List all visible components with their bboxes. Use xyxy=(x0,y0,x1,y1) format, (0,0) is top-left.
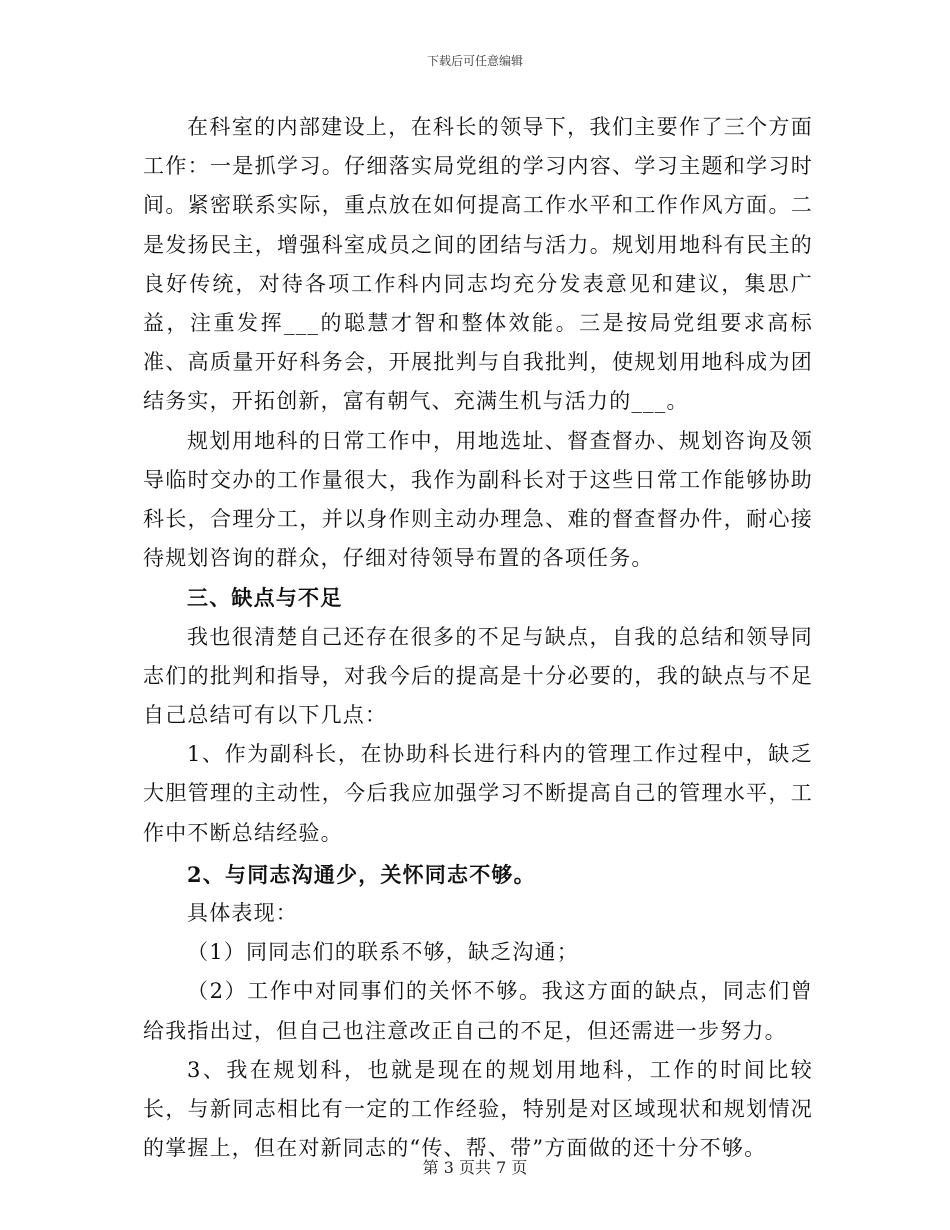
page-footer: 第 3 页共 7 页 xyxy=(422,1158,528,1177)
page-header: 下载后可任意编辑 xyxy=(426,54,523,68)
paragraph-daily-work: 规划用地科的日常工作中，用地选址、督查督办、规划咨询及领导临时交办的工作量很大，我作为副科长对于这些日常工作能够协助科长，合理分工，并以身作则主动办理急、难的督查督办件，耐心接待规划咨询的群众，仔细对待领导布置的各项任务。 xyxy=(143,428,813,571)
paragraph-item-1: 1、作为副科长，在协助科长进行科内的管理工作过程中，缺乏大胆管理的主动性，今后我应加强学习不断提高自己的管理水平，工作中不断总结经验。 xyxy=(143,742,813,845)
paragraph-shortcomings-intro: 我也很清楚自己还存在很多的不足与缺点，自我的总结和领导同志们的批判和指导，对我今后的提高是十分必要的，我的缺点与不足自己总结可有以下几点： xyxy=(143,624,813,728)
paragraph-subitem-1: （1）同同志们的联系不够，缺乏沟通； xyxy=(187,940,579,965)
document-body xyxy=(143,108,813,1168)
heading-item-2: 2、与同志沟通少，关怀同志不够。 xyxy=(187,861,536,887)
section-heading-shortcomings: 三、缺点与不足 xyxy=(187,585,343,611)
paragraph-item-3: 3、我在规划科，也就是现在的规划用地科，工作的时间比较长，与新同志相比有一定的工作经验，特别是对区域现状和规划情况的掌握上，但在对新同志的“传、帮、带”方面做的还十分不够。 xyxy=(143,1057,813,1161)
paragraph-internal-building: 在科室的内部建设上，在科长的领导下，我们主要作了三个方面工作：一是抓学习。仔细落实局党组的学习内容、学习主题和学习时间。紧密联系实际，重点放在如何提高工作水平和工作作风方面。二是发扬民主，增强科室成员之间的团结与活力。规划用地科有民主的良好传统，对待各项工作科内同志均充分发表意见和建议，集思广益，注重发挥___的聪慧才智和整体效能。三是按局党组要求高标准、高质量开好科务会，开展批判与自我批判，使规划用地科成为团结务实，开拓创新，富有朝气、充满生机与活力的___。 xyxy=(143,115,813,414)
paragraph-subitem-2: （2）工作中对同事们的关怀不够。我这方面的缺点，同志们曾给我指出过，但自己也注意改正自己的不足，但还需进一步努力。 xyxy=(143,979,813,1043)
paragraph-specific-label: 具体表现： xyxy=(187,901,298,926)
